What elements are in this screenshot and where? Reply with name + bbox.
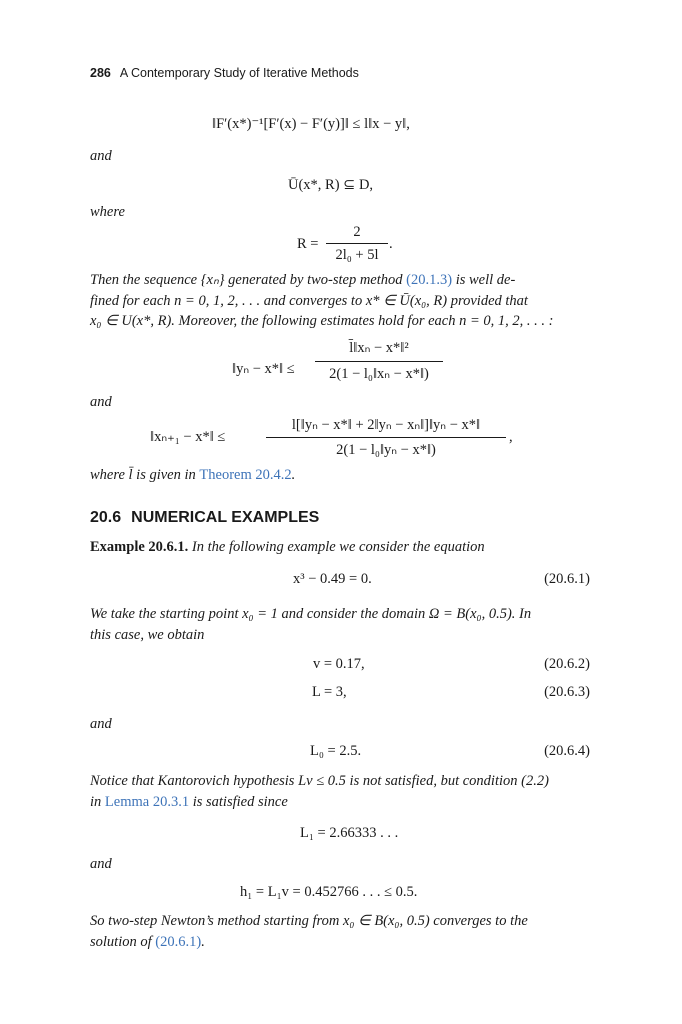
equation-R-numerator: 2 bbox=[353, 224, 361, 240]
equation-reference-link[interactable]: (20.1.3) bbox=[406, 272, 453, 288]
estimate-y-denominator: 2(1 − l₀‖xₙ − x*‖) bbox=[329, 366, 429, 382]
equation-R-denominator: 2l₀ + 5l bbox=[335, 247, 379, 263]
theorem-conclusion-paragraph: Then the sequence {xₙ} generated by two-step method (20.1.3) is well de- fined for each n = 0, 1, 2, . . . and converges to x* ∈ Ū(x₀, R) provided that x₀ ∈ U(x*, R). Moreover, the following estimates hold for each n = 0, 1, 2, . . . : bbox=[90, 272, 554, 329]
equation-number: (20.6.3) bbox=[544, 684, 590, 700]
where-lbar-sentence: where l̄ is given in Theorem 20.4.2. bbox=[90, 467, 296, 483]
starting-point-paragraph: We take the starting point x₀ = 1 and consider the domain Ω = B(x₀, 0.5). In this case, we obtain bbox=[90, 606, 532, 643]
connective-and: and bbox=[90, 856, 112, 872]
example-label: Example 20.6.1. bbox=[90, 539, 189, 555]
equation-number: (20.6.2) bbox=[544, 656, 590, 672]
equation-reference-link[interactable]: (20.6.1) bbox=[155, 933, 202, 950]
section-title: NUMERICAL EXAMPLES bbox=[131, 509, 320, 526]
equation-number: (20.6.1) bbox=[544, 571, 590, 587]
equation-20-6-1: x³ − 0.49 = 0. bbox=[293, 571, 372, 587]
estimate-y-lhs: ‖yₙ − x*‖ ≤ bbox=[232, 361, 295, 377]
equation-20-6-4: L₀ = 2.5. bbox=[310, 743, 362, 759]
equation-20-6-2: v = 0.17, bbox=[313, 656, 365, 672]
connective-and: and bbox=[90, 716, 112, 732]
kantorovich-paragraph: Notice that Kantorovich hypothesis Lv ≤ 0.5 is not satisfied, but condition (2.2) in Lemma 20.3.1 is satisfied since bbox=[90, 773, 549, 810]
conclusion-paragraph: So two-step Newton’s method starting from x₀ ∈ B(x₀, 0.5) converges to the solution of (20.6.1). bbox=[90, 913, 528, 950]
estimate-y-numerator: l̄‖xₙ − x*‖² bbox=[349, 340, 409, 356]
section-number: 20.6 bbox=[90, 509, 122, 526]
connective-and: and bbox=[90, 394, 112, 410]
equation-L1: L₁ = 2.66333 . . . bbox=[300, 825, 399, 841]
fraction-bar bbox=[315, 361, 443, 362]
estimate-x-denominator: 2(1 − l₀‖yₙ − x*‖) bbox=[336, 442, 436, 458]
connective-where: where bbox=[90, 204, 125, 220]
equation-R-lhs: R = bbox=[297, 236, 319, 252]
example-text: In the following example we consider the equation bbox=[191, 539, 485, 555]
estimate-x-numerator: l[‖yₙ − x*‖ + 2‖yₙ − xₙ‖]‖yₙ − x*‖ bbox=[291, 417, 481, 433]
equation-20-6-3: L = 3, bbox=[312, 684, 347, 700]
fraction-bar bbox=[266, 437, 506, 438]
example-heading bbox=[90, 539, 485, 556]
theorem-reference-link[interactable]: Theorem 20.4.2 bbox=[199, 467, 292, 483]
equation-h1: h₁ = L₁v = 0.452766 . . . ≤ 0.5. bbox=[240, 884, 418, 900]
connective-and: and bbox=[90, 148, 112, 164]
estimate-x-comma: , bbox=[509, 429, 513, 445]
running-title: A Contemporary Study of Iterative Methods bbox=[119, 66, 359, 80]
section-heading bbox=[90, 509, 329, 527]
equation-ball-inclusion: Ū(x*, R) ⊆ D, bbox=[288, 177, 374, 193]
equation-number: (20.6.4) bbox=[544, 743, 590, 759]
running-header bbox=[90, 66, 359, 80]
page-number: 286 bbox=[90, 66, 111, 80]
equation-lipschitz: ‖F′(x*)⁻¹[F′(x) − F′(y)]‖ ≤ l‖x − y‖, bbox=[212, 116, 410, 132]
estimate-x-lhs: ‖xₙ₊₁ − x*‖ ≤ bbox=[150, 429, 226, 445]
fraction-bar bbox=[326, 243, 388, 244]
lemma-reference-link[interactable]: Lemma 20.3.1 bbox=[104, 793, 190, 810]
equation-R-period: . bbox=[389, 236, 393, 252]
